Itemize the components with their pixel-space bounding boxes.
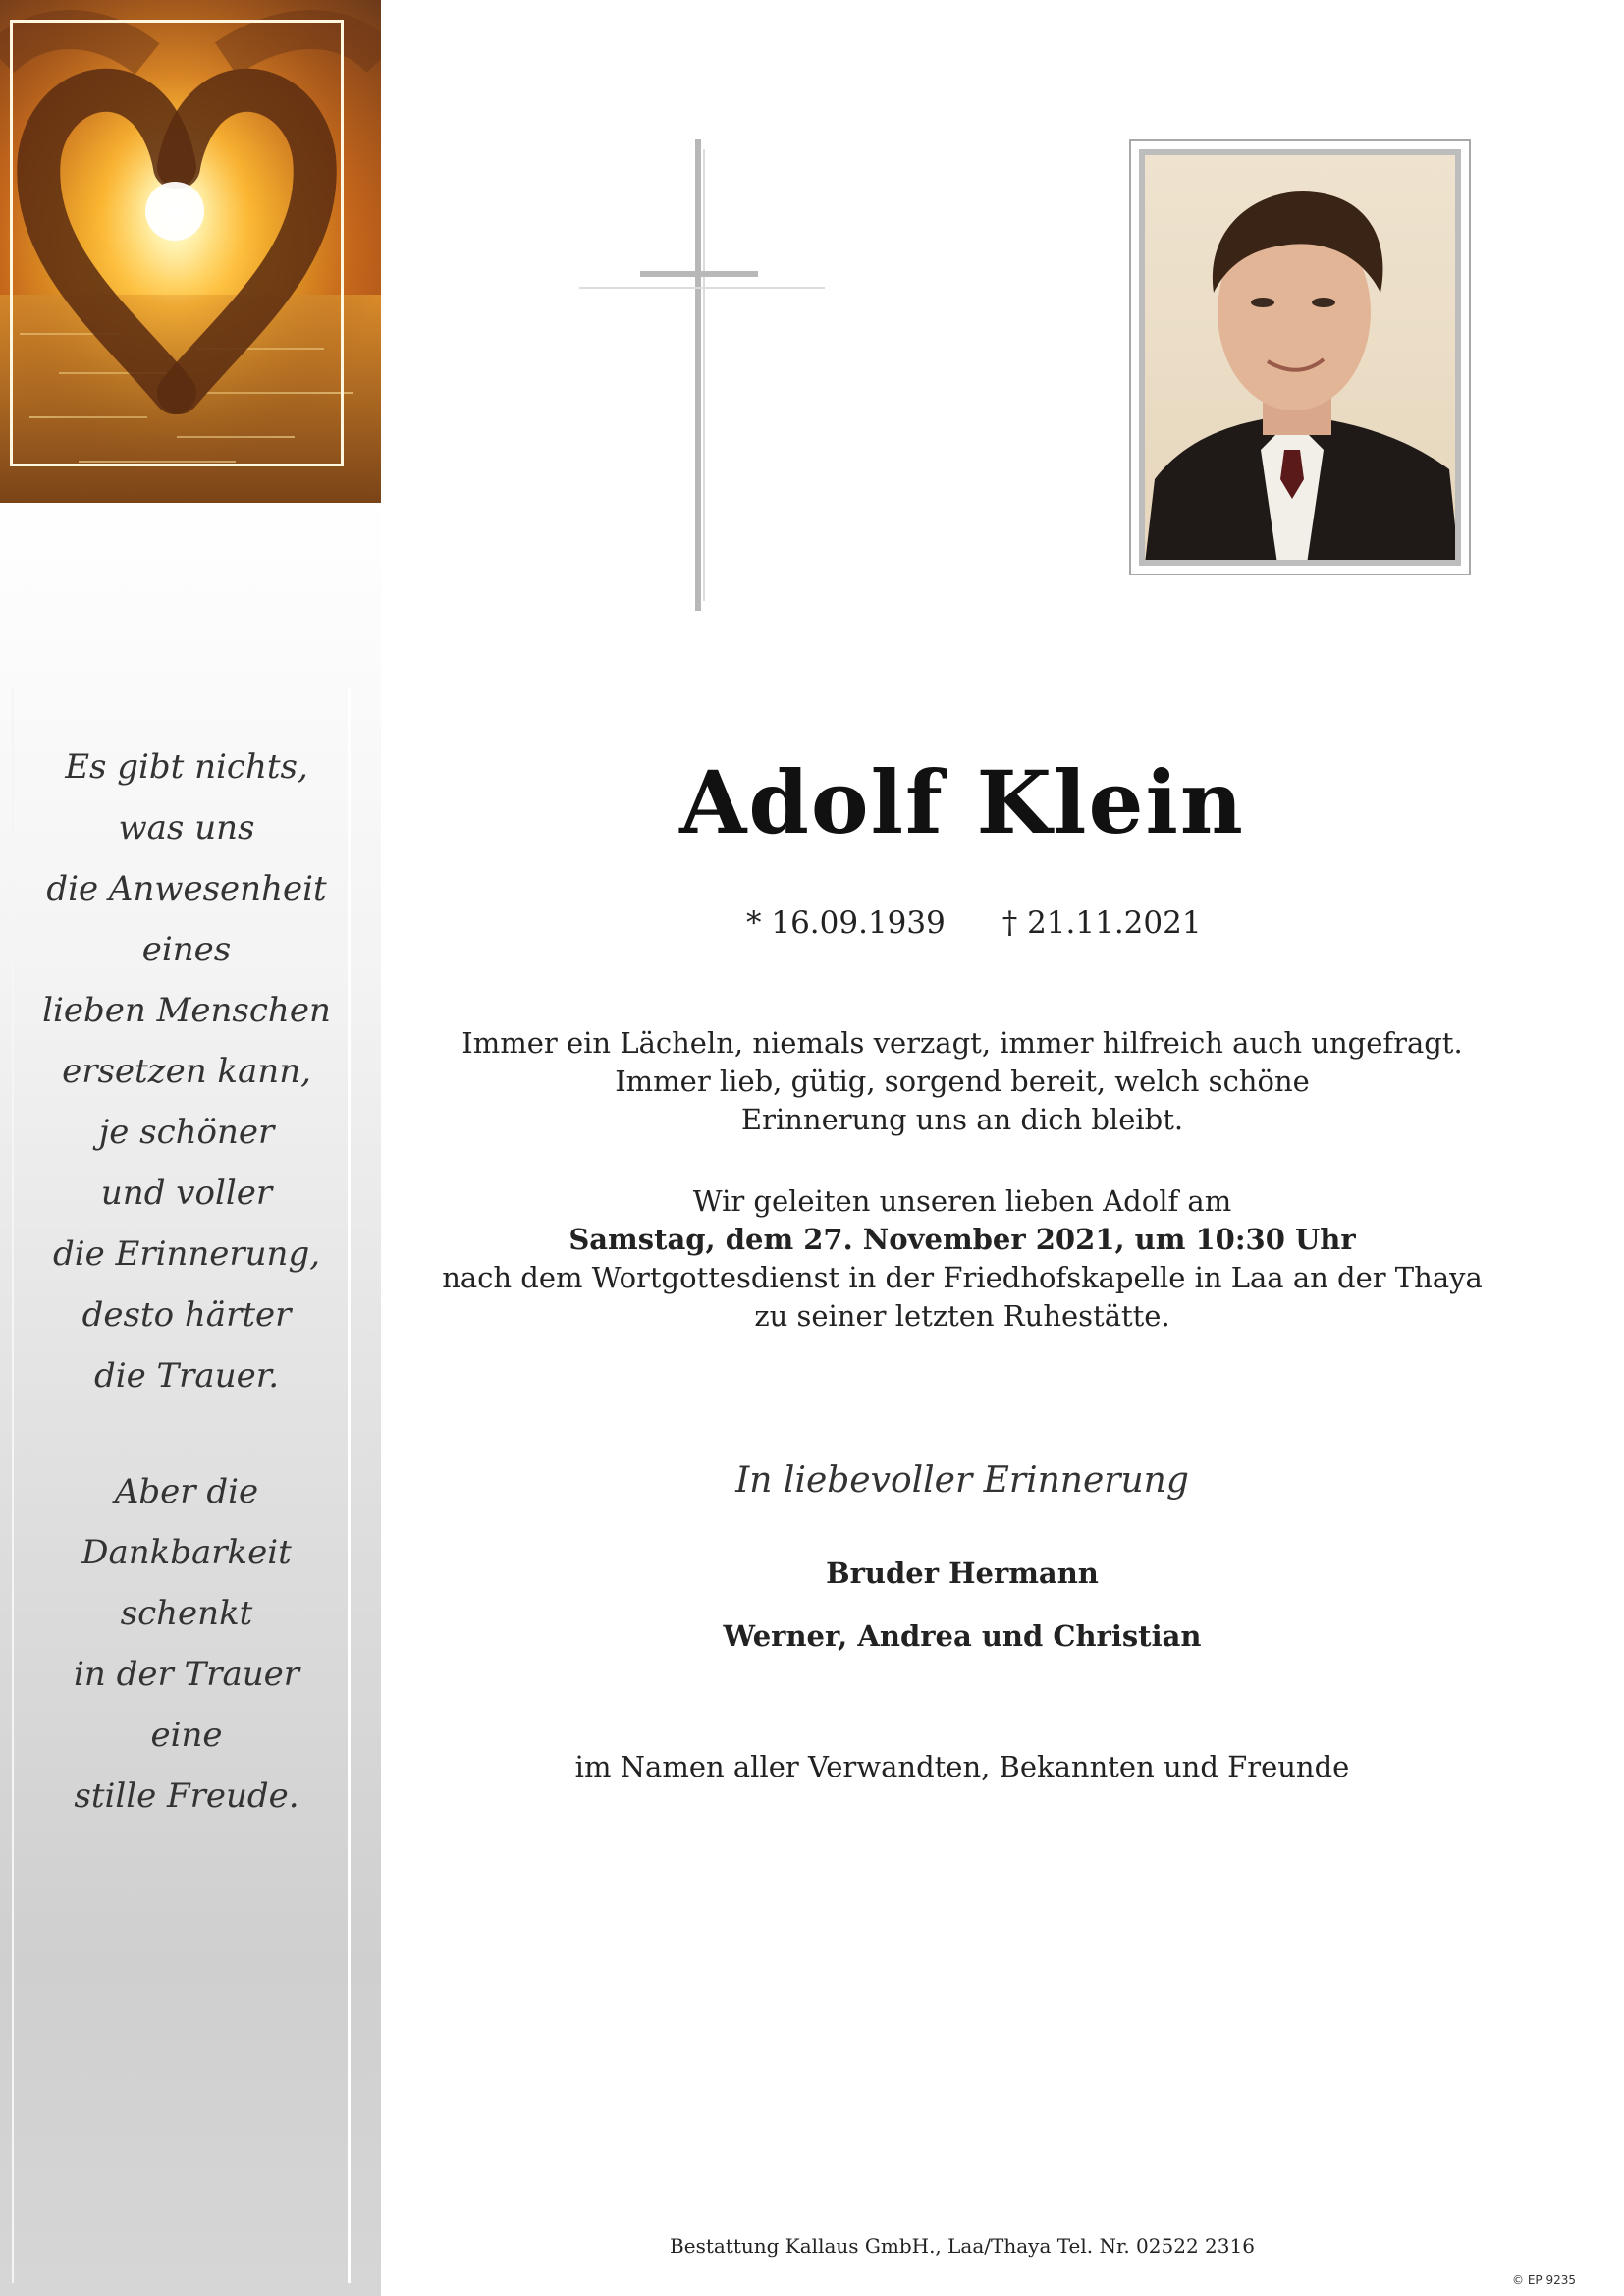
closing-line: im Namen aller Verwandten, Bekannten und Freunde bbox=[574, 1750, 1350, 1783]
poem-stanza-1 bbox=[20, 737, 353, 1406]
ceremony-destination: zu seiner letzten Ruhestätte. bbox=[754, 1299, 1170, 1333]
heart-hands-photo bbox=[0, 0, 381, 503]
deceased-name: Adolf Klein bbox=[679, 751, 1245, 853]
poem-line: Dankbarkeit bbox=[81, 1533, 292, 1572]
birth-date: * 16.09.1939 bbox=[746, 905, 946, 941]
heart-photo-frame bbox=[10, 20, 344, 466]
poem-line: die Erinnerung, bbox=[52, 1234, 321, 1274]
portrait-photo bbox=[1129, 139, 1471, 575]
print-code: © EP 9235 bbox=[1512, 2273, 1576, 2287]
verse-line: Immer ein Lächeln, niemals verzagt, immer hilfreich auch ungefragt. bbox=[461, 1026, 1463, 1060]
poem-line: desto härter bbox=[81, 1295, 292, 1335]
verse-line: Erinnerung uns an dich bleibt. bbox=[740, 1103, 1184, 1136]
ceremony-info bbox=[422, 1182, 1502, 1336]
poem-line: Aber die bbox=[114, 1472, 259, 1511]
poem-line: stille Freude. bbox=[74, 1777, 299, 1816]
mourner-name: Werner, Andrea und Christian bbox=[723, 1619, 1202, 1653]
mourner-name: Bruder Hermann bbox=[826, 1557, 1099, 1590]
verse bbox=[422, 1024, 1502, 1139]
poem-line: eines bbox=[141, 930, 232, 969]
poem-line: die Trauer. bbox=[93, 1356, 280, 1395]
funeral-home-footer: Bestattung Kallaus GmbH., Laa/Thaya Tel. Nr. 02522 2316 bbox=[670, 2234, 1255, 2258]
poem-line: Es gibt nichts, bbox=[65, 747, 308, 787]
death-date: † 21.11.2021 bbox=[1001, 905, 1202, 941]
poem-line: eine bbox=[150, 1716, 223, 1755]
poem-line: ersetzen kann, bbox=[62, 1052, 311, 1091]
ceremony-intro: Wir geleiten unseren lieben Adolf am bbox=[692, 1184, 1232, 1218]
ceremony-date-time: Samstag, dem 27. November 2021, um 10:30 Uhr bbox=[568, 1223, 1356, 1256]
poem-stanza-2 bbox=[20, 1461, 353, 1827]
verse-line: Immer lieb, gütig, sorgend bereit, welch schöne bbox=[615, 1065, 1310, 1098]
poem-line: lieben Menschen bbox=[42, 991, 331, 1030]
poem-line: die Anwesenheit bbox=[46, 869, 327, 908]
portrait-image bbox=[1139, 149, 1461, 566]
poem-line: und voller bbox=[100, 1174, 273, 1213]
memory-line: In liebevoller Erinnerung bbox=[735, 1460, 1189, 1501]
poem-line: je schöner bbox=[98, 1113, 275, 1152]
poem-line: was uns bbox=[118, 808, 255, 847]
poem-line: schenkt bbox=[120, 1594, 253, 1633]
life-dates bbox=[746, 905, 1202, 941]
poem-line: in der Trauer bbox=[74, 1655, 299, 1694]
cross-icon bbox=[579, 139, 825, 611]
ceremony-location: nach dem Wortgottesdienst in der Friedhofskapelle in Laa an der Thaya bbox=[442, 1261, 1483, 1294]
